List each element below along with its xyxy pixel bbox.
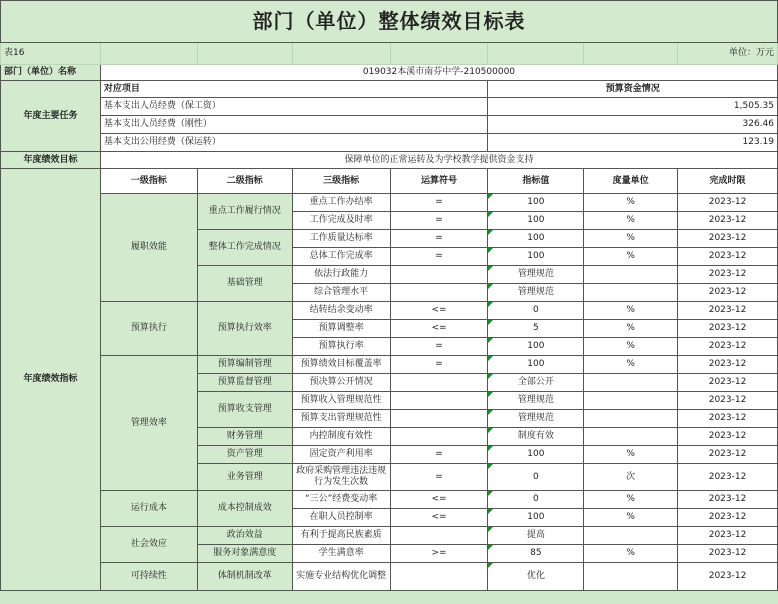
level2-indicator: 预算编制管理: [197, 356, 292, 374]
measure-unit: %: [584, 491, 678, 509]
deadline: 2023-12: [678, 509, 778, 527]
dept-name-label: 部门（单位）名称: [1, 65, 101, 81]
level3-indicator: 预算支出管理规范性: [292, 410, 390, 428]
operator: >=: [390, 545, 488, 563]
indicator-value: 0: [488, 464, 584, 491]
deadline: 2023-12: [678, 392, 778, 410]
table-number: 表16: [1, 43, 101, 65]
level3-indicator: 内控制度有效性: [292, 428, 390, 446]
deadline: 2023-12: [678, 356, 778, 374]
level1-indicator: 管理效率: [100, 356, 197, 491]
measure-unit: %: [584, 509, 678, 527]
level2-indicator: 资产管理: [197, 446, 292, 464]
level3-indicator: 实施专业结构优化调整: [292, 563, 390, 591]
deadline: 2023-12: [678, 284, 778, 302]
annual-goal-label: 年度绩效目标: [1, 152, 101, 169]
operator: <=: [390, 320, 488, 338]
annual-goal-value: 保障单位的正常运转及为学校教学提供资金支持: [100, 152, 777, 169]
deadline: 2023-12: [678, 428, 778, 446]
deadline: 2023-12: [678, 230, 778, 248]
deadline: 2023-12: [678, 527, 778, 545]
level1-indicator: 可持续性: [100, 563, 197, 591]
indicator-value: 100: [488, 194, 584, 212]
level2-indicator: 预算执行效率: [197, 302, 292, 356]
header-level1: 一级指标: [100, 169, 197, 194]
indicator-value: 85: [488, 545, 584, 563]
indicator-value: 0: [488, 491, 584, 509]
unit-label: 单位：万元: [678, 43, 778, 65]
indicator-value: 管理规范: [488, 392, 584, 410]
operator: <=: [390, 509, 488, 527]
col-budget-header: 预算资金情况: [488, 81, 778, 98]
measure-unit: %: [584, 545, 678, 563]
indicator-value: 100: [488, 230, 584, 248]
indicator-value: 100: [488, 356, 584, 374]
level2-indicator: 服务对象满意度: [197, 545, 292, 563]
operator: [390, 410, 488, 428]
level3-indicator: 预算收入管理规范性: [292, 392, 390, 410]
level2-indicator: 整体工作完成情况: [197, 230, 292, 266]
level1-indicator: 运行成本: [100, 491, 197, 527]
measure-unit: %: [584, 248, 678, 266]
operator: =: [390, 356, 488, 374]
level3-indicator: 重点工作办结率: [292, 194, 390, 212]
header-level2: 二级指标: [197, 169, 292, 194]
header-operator: 运算符号: [390, 169, 488, 194]
measure-unit: %: [584, 302, 678, 320]
level2-indicator: 重点工作履行情况: [197, 194, 292, 230]
measure-unit: %: [584, 356, 678, 374]
task-amount: 123.19: [488, 134, 778, 152]
level2-indicator: 体制机制改革: [197, 563, 292, 591]
indicator-value: 管理规范: [488, 410, 584, 428]
level3-indicator: 预算调整率: [292, 320, 390, 338]
operator: =: [390, 194, 488, 212]
deadline: 2023-12: [678, 212, 778, 230]
annual-task-label: 年度主要任务: [1, 81, 101, 152]
indicator-value: 制度有效: [488, 428, 584, 446]
level3-indicator: 固定资产利用率: [292, 446, 390, 464]
task-amount: 1,505.35: [488, 98, 778, 116]
level3-indicator: “三公”经费变动率: [292, 491, 390, 509]
measure-unit: [584, 428, 678, 446]
indicator-value: 100: [488, 446, 584, 464]
level3-indicator: 工作完成及时率: [292, 212, 390, 230]
deadline: 2023-12: [678, 464, 778, 491]
measure-unit: [584, 392, 678, 410]
measure-unit: [584, 527, 678, 545]
indicator-value: 全部公开: [488, 374, 584, 392]
measure-unit: %: [584, 194, 678, 212]
operator: [390, 392, 488, 410]
operator: [390, 374, 488, 392]
measure-unit: %: [584, 230, 678, 248]
level3-indicator: 依法行政能力: [292, 266, 390, 284]
deadline: 2023-12: [678, 545, 778, 563]
level2-indicator: 基础管理: [197, 266, 292, 302]
operator: =: [390, 212, 488, 230]
level3-indicator: 结转结余变动率: [292, 302, 390, 320]
deadline: 2023-12: [678, 194, 778, 212]
operator: =: [390, 338, 488, 356]
measure-unit: [584, 284, 678, 302]
deadline: 2023-12: [678, 266, 778, 284]
operator: =: [390, 230, 488, 248]
deadline: 2023-12: [678, 248, 778, 266]
indicator-value: 提高: [488, 527, 584, 545]
level2-indicator: 业务管理: [197, 464, 292, 491]
indicator-value: 100: [488, 248, 584, 266]
measure-unit: [584, 563, 678, 591]
task-amount: 326.46: [488, 116, 778, 134]
level1-indicator: 履职效能: [100, 194, 197, 302]
level2-indicator: 政治效益: [197, 527, 292, 545]
measure-unit: %: [584, 338, 678, 356]
measure-unit: 次: [584, 464, 678, 491]
operator: =: [390, 446, 488, 464]
level2-indicator: 成本控制成效: [197, 491, 292, 527]
operator: =: [390, 464, 488, 491]
header-value: 指标值: [488, 169, 584, 194]
level1-indicator: 预算执行: [100, 302, 197, 356]
indicator-value: 管理规范: [488, 266, 584, 284]
indicator-value: 100: [488, 509, 584, 527]
deadline: 2023-12: [678, 320, 778, 338]
deadline: 2023-12: [678, 446, 778, 464]
operator: [390, 284, 488, 302]
header-level3: 三级指标: [292, 169, 390, 194]
measure-unit: [584, 266, 678, 284]
level3-indicator: 工作质量达标率: [292, 230, 390, 248]
operator: [390, 527, 488, 545]
col-item-header: 对应项目: [100, 81, 488, 98]
level3-indicator: 预算绩效目标覆盖率: [292, 356, 390, 374]
task-item: 基本支出人员经费（保工资）: [100, 98, 488, 116]
indicator-value: 0: [488, 302, 584, 320]
deadline: 2023-12: [678, 374, 778, 392]
measure-unit: [584, 410, 678, 428]
level3-indicator: 综合管理水平: [292, 284, 390, 302]
level3-indicator: 有利于提高民族素质: [292, 527, 390, 545]
deadline: 2023-12: [678, 338, 778, 356]
indicator-value: 优化: [488, 563, 584, 591]
level3-indicator: 学生满意率: [292, 545, 390, 563]
deadline: 2023-12: [678, 302, 778, 320]
indicator-value: 100: [488, 338, 584, 356]
indicator-value: 管理规范: [488, 284, 584, 302]
operator: =: [390, 248, 488, 266]
dept-name-value: 019032本溪市南芬中学-210500000: [100, 65, 777, 81]
level3-indicator: 预算执行率: [292, 338, 390, 356]
task-item: 基本支出公用经费（保运转）: [100, 134, 488, 152]
measure-unit: %: [584, 320, 678, 338]
operator: <=: [390, 491, 488, 509]
level2-indicator: 预算监督管理: [197, 374, 292, 392]
operator: <=: [390, 302, 488, 320]
header-unit: 度量单位: [584, 169, 678, 194]
page-title: 部门（单位）整体绩效目标表: [1, 1, 778, 43]
operator: [390, 428, 488, 446]
header-deadline: 完成时限: [678, 169, 778, 194]
deadline: 2023-12: [678, 491, 778, 509]
deadline: 2023-12: [678, 410, 778, 428]
measure-unit: %: [584, 446, 678, 464]
indicator-value: 5: [488, 320, 584, 338]
deadline: 2023-12: [678, 563, 778, 591]
measure-unit: [584, 374, 678, 392]
task-item: 基本支出人员经费（刚性）: [100, 116, 488, 134]
level3-indicator: 预决算公开情况: [292, 374, 390, 392]
level3-indicator: 政府采购管理违法违规行为发生次数: [292, 464, 390, 491]
level3-indicator: 在职人员控制率: [292, 509, 390, 527]
level3-indicator: 总体工作完成率: [292, 248, 390, 266]
level1-indicator: 社会效应: [100, 527, 197, 563]
operator: [390, 563, 488, 591]
indicator-value: 100: [488, 212, 584, 230]
level2-indicator: 财务管理: [197, 428, 292, 446]
indicators-label: 年度绩效指标: [1, 169, 101, 591]
level2-indicator: 预算收支管理: [197, 392, 292, 428]
measure-unit: %: [584, 212, 678, 230]
operator: [390, 266, 488, 284]
